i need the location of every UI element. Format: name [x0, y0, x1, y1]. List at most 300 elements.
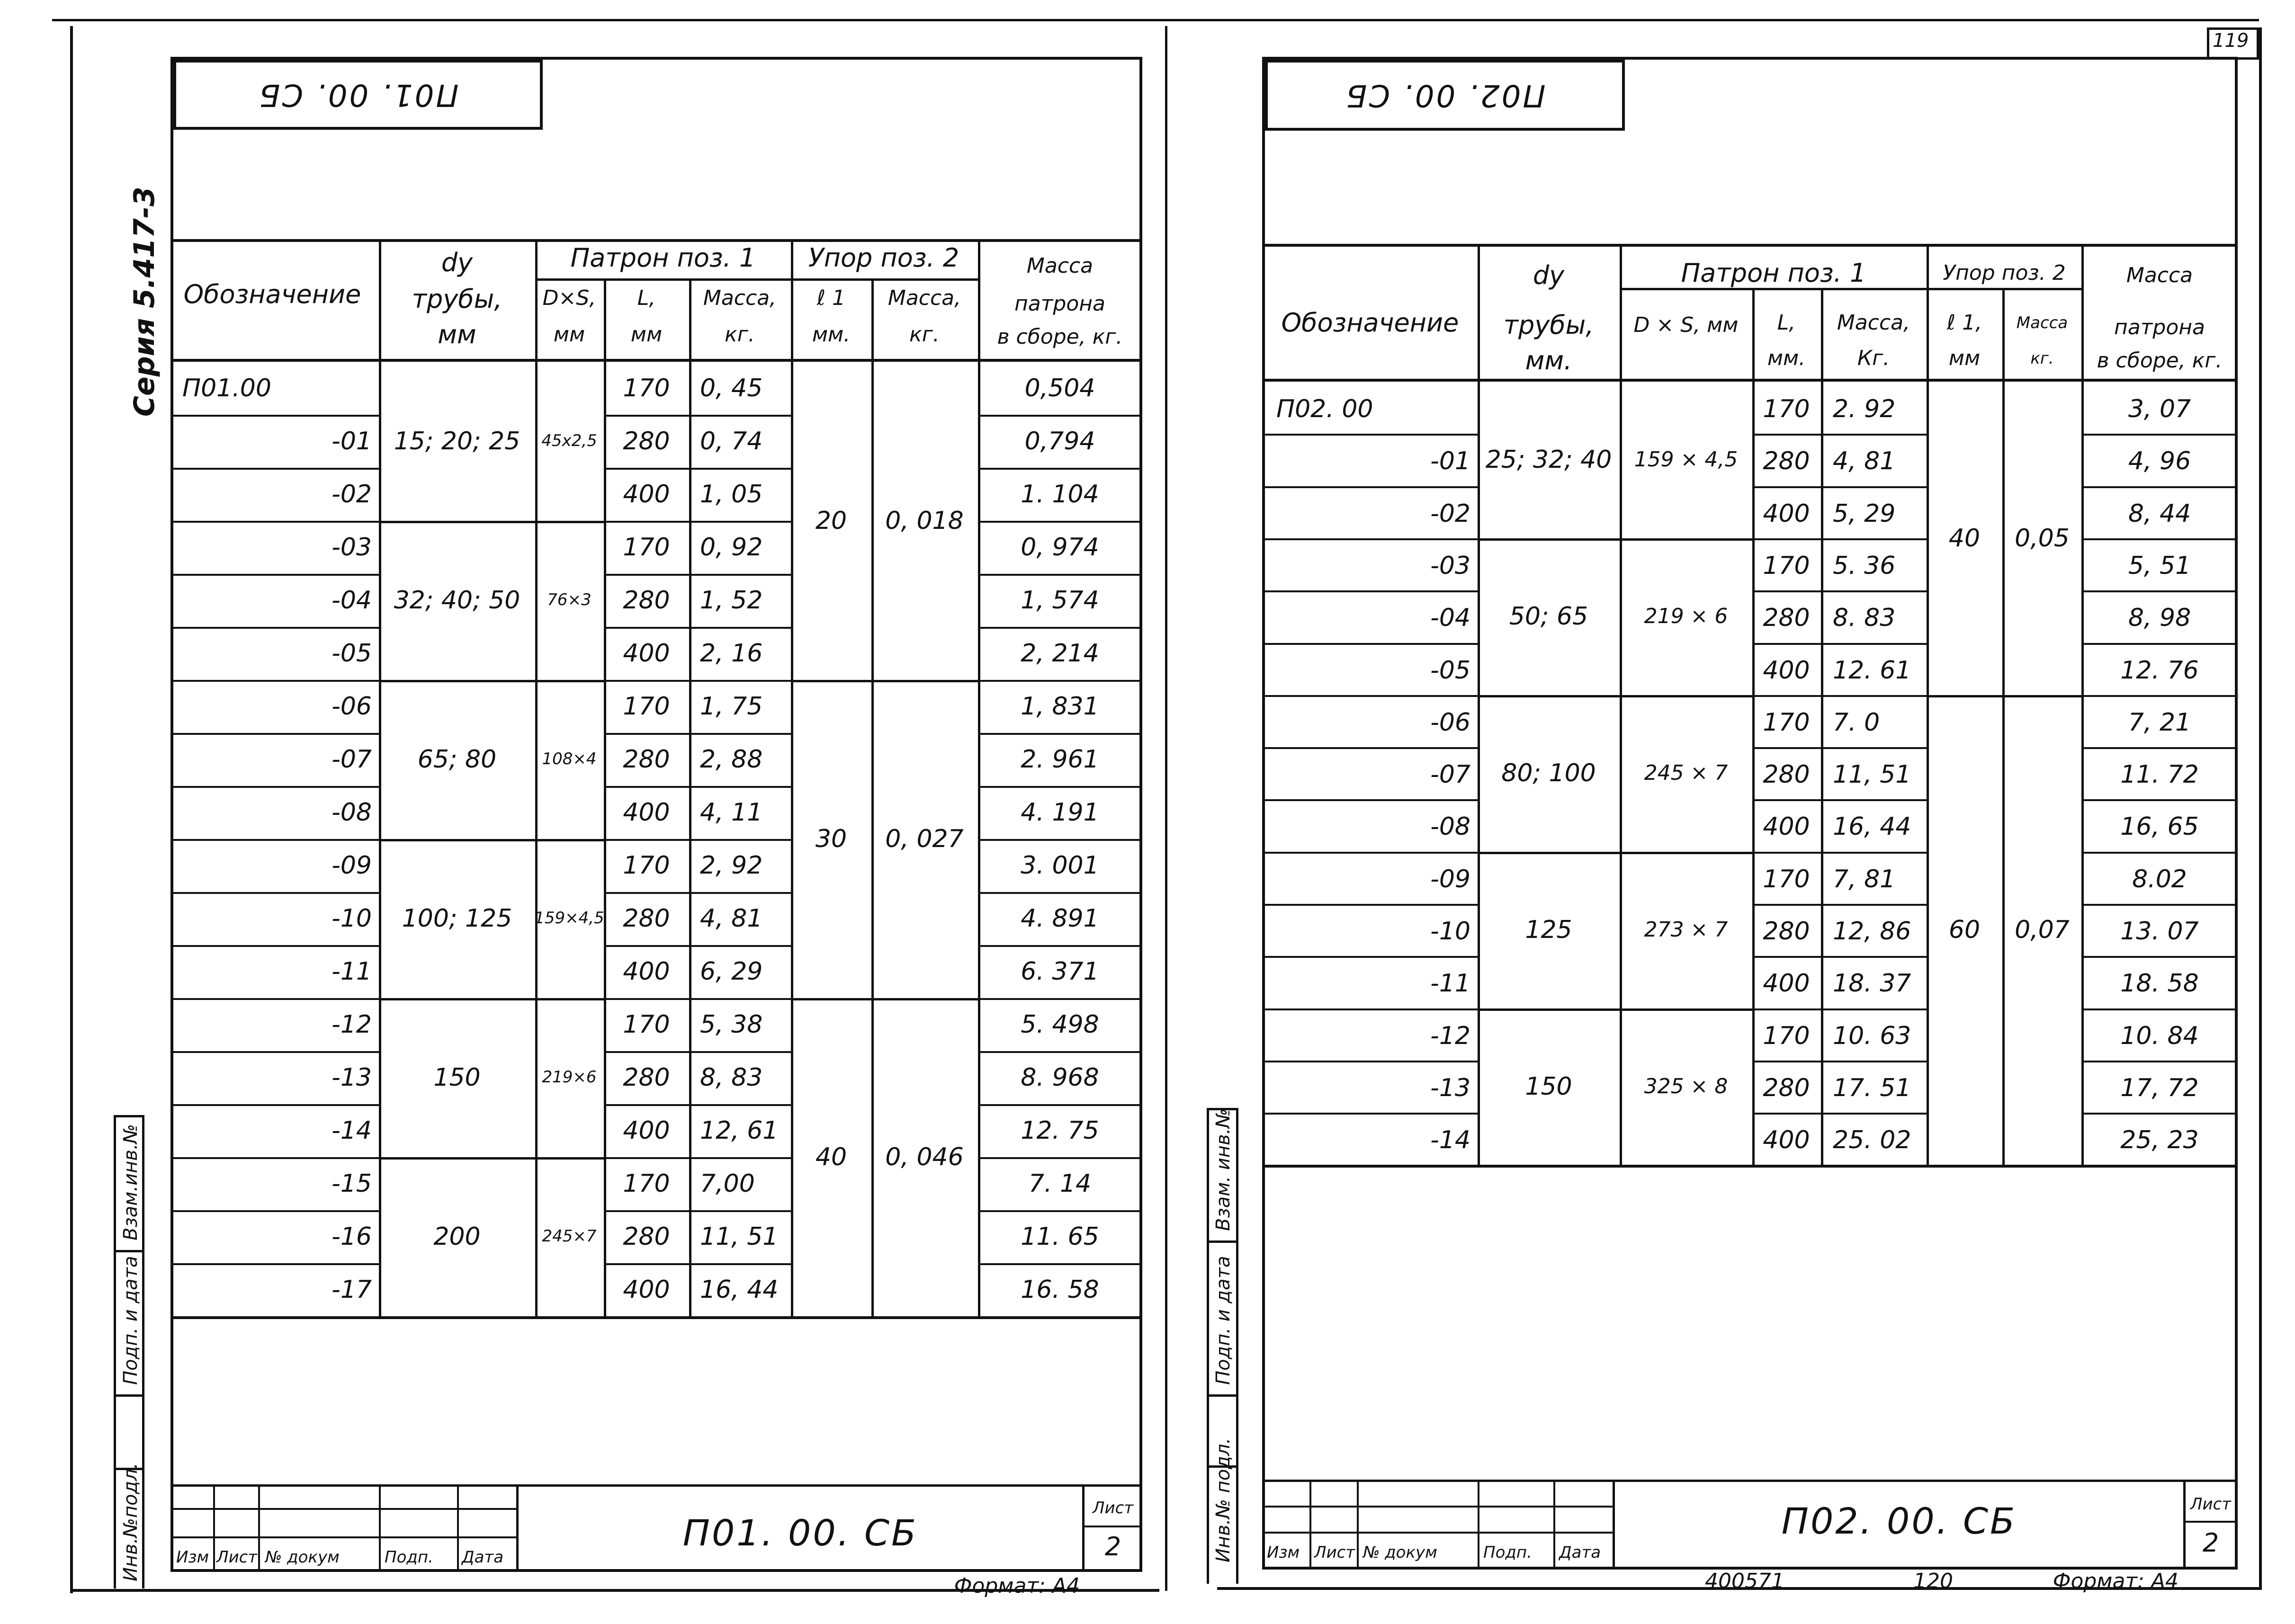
left-row-length: 400 [623, 1276, 670, 1304]
right-group-dy: 25; 32; 40 [1485, 446, 1612, 474]
right-row-line-patron [1752, 799, 1927, 801]
left-row-line-total [978, 1210, 1142, 1212]
left-col-line-6 [871, 279, 874, 1319]
right-upor-l1: 60 [1948, 916, 1981, 944]
right-row-line-total [2081, 799, 2238, 801]
right-row-line-total [2081, 1061, 2238, 1062]
right-tb-ndok: № докум [1363, 1543, 1437, 1562]
left-group-line [379, 1157, 604, 1160]
right-header-l1-2: мм [1948, 346, 1981, 370]
right-row-mass: 8. 83 [1833, 604, 1896, 632]
right-table-bottom [1262, 1165, 2238, 1168]
left-header-patron: Патрон поз. 1 [570, 243, 756, 273]
left-table-top [170, 239, 1142, 242]
left-row-line-total [978, 521, 1142, 523]
right-header-l1: ℓ 1, [1946, 311, 1982, 335]
right-row-line-total [2081, 1008, 2238, 1010]
left-row-length: 280 [623, 586, 670, 615]
left-group-dy: 65; 80 [417, 745, 497, 774]
right-tb-doc-number: П02. 00. СБ [1781, 1500, 2017, 1542]
left-row-length: 280 [623, 904, 670, 933]
right-row-designation: -06 [1430, 708, 1470, 737]
right-row-length: 280 [1763, 1074, 1810, 1102]
right-row-line-patron [1752, 538, 1927, 540]
right-stamp: П02. 00. СБ [1265, 60, 1625, 131]
left-row-total: 1, 831 [1021, 692, 1099, 721]
left-row-line [170, 1104, 379, 1106]
right-side-vzam: Взам. инв.№ [1212, 1108, 1234, 1231]
right-row-line [1262, 904, 1478, 906]
right-group-dy: 150 [1525, 1072, 1572, 1101]
left-row-mass: 2, 16 [700, 639, 763, 668]
right-row-total: 3, 07 [2128, 395, 2191, 423]
left-tb-v1 [213, 1484, 215, 1572]
left-row-line [170, 574, 379, 576]
right-header-dxs: D × S, мм [1633, 313, 1739, 337]
right-row-line-total [2081, 643, 2238, 645]
right-upor-mass: 0,07 [2015, 916, 2070, 944]
left-row-line-patron [604, 998, 791, 1000]
left-header-mass-2: кг. [725, 322, 755, 347]
left-row-line-total [978, 1263, 1142, 1265]
right-row-line [1262, 852, 1478, 854]
left-row-length: 170 [623, 1010, 670, 1039]
right-row-line [1262, 1113, 1478, 1115]
right-tb-row-2 [1262, 1532, 1613, 1534]
left-row-line [170, 627, 379, 629]
left-row-total: 6. 371 [1021, 957, 1099, 986]
right-row-line [1262, 799, 1478, 801]
right-group-dxs: 325 × 8 [1644, 1074, 1728, 1098]
left-row-length: 400 [623, 1116, 670, 1145]
right-tb-inv-number: 400571 [1705, 1569, 1784, 1593]
right-header-dy-3: мм. [1525, 346, 1572, 375]
right-row-line-total [2081, 956, 2238, 958]
left-group-line [379, 998, 604, 1000]
right-row-total: 7, 21 [2128, 708, 2191, 737]
right-header-designation: Обозначение [1281, 308, 1459, 338]
left-row-mass: 2, 92 [700, 851, 763, 880]
left-row-line-patron [604, 1210, 791, 1212]
right-table-top [1262, 244, 2238, 247]
left-row-line-total [978, 1051, 1142, 1053]
left-row-designation: -03 [332, 533, 372, 562]
left-row-line [170, 521, 379, 523]
right-row-line [1262, 590, 1478, 592]
left-outer-frame-left [70, 26, 73, 1593]
left-row-total: 7. 14 [1028, 1169, 1092, 1198]
left-group-dxs: 45x2,5 [541, 431, 597, 450]
left-row-total: 2. 961 [1021, 745, 1099, 774]
left-row-designation: П01.00 [182, 374, 271, 402]
right-row-line-patron [1752, 1008, 1927, 1010]
left-row-line [170, 892, 379, 894]
right-group-dy: 80; 100 [1501, 759, 1596, 787]
right-row-designation: -08 [1430, 812, 1470, 841]
left-row-line-patron [604, 945, 791, 947]
right-row-designation: -07 [1430, 760, 1470, 789]
left-row-length: 280 [623, 427, 670, 455]
right-header-upor-mass: Масса [2016, 313, 2068, 332]
right-row-line [1262, 486, 1478, 488]
right-row-total: 13. 07 [2120, 917, 2199, 946]
left-group-line [379, 839, 604, 841]
left-header-split-patron [535, 278, 791, 281]
left-row-line-patron [604, 574, 791, 576]
left-row-line-patron [604, 733, 791, 735]
left-row-total: 16. 58 [1021, 1276, 1099, 1304]
right-row-mass: 12, 86 [1833, 917, 1911, 946]
left-tb-v2 [258, 1484, 260, 1572]
right-header-l: L, [1777, 311, 1796, 335]
right-header-mass: Масса, [1837, 311, 1910, 335]
right-header-total: Масса [2126, 263, 2193, 287]
left-header-mass: Масса, [703, 286, 777, 310]
left-tb-izm: Изм [176, 1548, 209, 1567]
right-side-div-2 [1207, 1240, 1238, 1243]
right-row-line-patron [1752, 1061, 1927, 1062]
left-upor-mass: 0, 046 [885, 1143, 964, 1171]
right-col-line-7 [2081, 244, 2084, 1167]
right-row-line-patron [1752, 852, 1927, 854]
right-row-line-patron [1752, 434, 1927, 436]
right-row-total: 18. 58 [2120, 969, 2199, 998]
right-row-length: 400 [1763, 656, 1810, 685]
left-row-mass: 7,00 [700, 1169, 755, 1198]
right-upor-l1: 40 [1948, 524, 1981, 553]
right-row-total: 12. 76 [2120, 656, 2199, 685]
right-row-line-total [2081, 904, 2238, 906]
left-row-designation: -12 [332, 1010, 372, 1039]
right-row-line [1262, 538, 1478, 540]
left-row-length: 400 [623, 639, 670, 668]
right-col-line-2 [1620, 244, 1622, 1167]
left-row-designation: -06 [332, 692, 372, 721]
right-col-line-6 [2002, 289, 2005, 1167]
left-row-designation: -13 [332, 1063, 372, 1092]
right-row-line [1262, 956, 1478, 958]
left-row-line-patron [604, 468, 791, 470]
right-side-podp: Подп. и дата [1212, 1256, 1234, 1385]
left-row-designation: -17 [332, 1276, 372, 1304]
left-group-dxs: 108×4 [542, 750, 597, 768]
left-row-line-total [978, 574, 1142, 576]
right-row-line-total [2081, 747, 2238, 749]
right-tb-v1 [1309, 1480, 1311, 1570]
left-row-line [170, 680, 379, 682]
right-row-mass: 17. 51 [1833, 1074, 1911, 1102]
right-row-designation: -04 [1430, 604, 1470, 632]
left-group-dy: 100; 125 [402, 904, 512, 933]
left-upor-l1: 20 [815, 507, 847, 535]
left-table-header-bottom [170, 359, 1142, 362]
left-row-length: 170 [623, 692, 670, 721]
left-row-designation: -11 [332, 957, 372, 986]
left-row-designation: -15 [332, 1169, 372, 1198]
left-row-designation: -10 [332, 904, 372, 933]
right-row-total: 11. 72 [2120, 760, 2199, 789]
left-row-line-patron [604, 839, 791, 841]
left-row-line-total [978, 786, 1142, 788]
left-side-div-3 [114, 1394, 144, 1397]
left-upor-l1: 30 [815, 825, 847, 853]
left-col-line-4 [689, 279, 691, 1319]
right-row-line-patron [1752, 747, 1927, 749]
right-row-line-patron [1752, 590, 1927, 592]
right-row-mass: 12. 61 [1833, 656, 1911, 685]
left-tb-sheet-label: Лист [1092, 1499, 1134, 1517]
left-row-line [170, 998, 379, 1000]
left-header-l-2: мм [630, 322, 663, 347]
left-tb-row-2 [170, 1536, 516, 1538]
left-row-length: 400 [623, 480, 670, 509]
right-row-total: 25, 23 [2120, 1126, 2199, 1154]
right-row-total: 8, 44 [2128, 500, 2191, 528]
right-row-mass: 10. 63 [1833, 1022, 1911, 1050]
right-group-dxs: 245 × 7 [1644, 761, 1728, 785]
left-row-mass: 12, 61 [700, 1116, 779, 1145]
left-row-line-total [978, 415, 1142, 417]
right-side-strip-right [1236, 1108, 1238, 1584]
right-row-line-patron [1752, 1113, 1927, 1115]
left-row-designation: -01 [332, 427, 372, 455]
right-row-line [1262, 695, 1478, 697]
right-row-designation: -12 [1430, 1022, 1470, 1050]
left-header-upor: Упор поз. 2 [808, 243, 959, 273]
left-row-mass: 4, 81 [700, 904, 763, 933]
right-row-length: 280 [1763, 917, 1810, 946]
left-row-total: 0, 974 [1021, 533, 1099, 562]
left-tb-data: Дата [462, 1548, 504, 1567]
left-row-line-patron [604, 521, 791, 523]
right-tb-sheet-number: 2 [2202, 1528, 2219, 1558]
right-upor-line [1927, 695, 2081, 697]
left-tb-sheet-number: 2 [1104, 1532, 1121, 1562]
right-col-line-1 [1478, 244, 1480, 1167]
left-row-total: 4. 891 [1021, 904, 1099, 933]
left-row-line-patron [604, 786, 791, 788]
right-row-length: 170 [1763, 865, 1810, 893]
right-header-total-2: патрона [2114, 315, 2205, 339]
right-group-dy: 125 [1525, 916, 1572, 944]
top-border-line [52, 19, 2259, 21]
left-row-line-total [978, 1157, 1142, 1159]
left-row-line-patron [604, 1157, 791, 1159]
left-row-mass: 1, 75 [700, 692, 763, 721]
left-row-line [170, 786, 379, 788]
left-row-total: 11. 65 [1021, 1222, 1099, 1251]
left-row-line [170, 468, 379, 470]
left-row-length: 280 [623, 1063, 670, 1092]
left-row-total: 1, 574 [1021, 586, 1099, 615]
left-upor-line [791, 680, 978, 682]
left-group-dy: 32; 40; 50 [394, 586, 520, 615]
right-row-total: 17, 72 [2120, 1074, 2199, 1102]
left-row-line [170, 1210, 379, 1212]
left-tb-v3 [379, 1484, 381, 1572]
left-header-total-3: в сборе, кг. [997, 325, 1123, 349]
left-group-dy: 150 [433, 1063, 481, 1092]
left-row-line-total [978, 945, 1142, 947]
right-row-line-total [2081, 1113, 2238, 1115]
left-table-bottom [170, 1316, 1142, 1319]
left-row-mass: 6, 29 [700, 957, 763, 986]
right-row-length: 170 [1763, 708, 1810, 737]
left-row-total: 12. 75 [1021, 1116, 1099, 1145]
right-row-total: 8, 98 [2128, 604, 2191, 632]
left-row-mass: 8, 83 [700, 1063, 763, 1092]
right-tb-data: Дата [1559, 1543, 1601, 1562]
left-row-line [170, 839, 379, 841]
left-header-total-2: патрона [1014, 292, 1105, 316]
right-row-line-patron [1752, 486, 1927, 488]
left-tb-v4 [457, 1484, 459, 1572]
left-row-line-patron [604, 1104, 791, 1106]
left-tb-list: Лист [216, 1548, 258, 1567]
left-row-line-total [978, 892, 1142, 894]
left-tb-format: Формат: А4 [954, 1574, 1080, 1598]
right-row-line [1262, 434, 1478, 436]
left-row-designation: -09 [332, 851, 372, 880]
left-row-line-total [978, 998, 1142, 1000]
right-group-line [1478, 1008, 1752, 1011]
left-row-mass: 1, 05 [700, 480, 763, 509]
left-group-dxs: 219×6 [542, 1068, 597, 1087]
right-row-line-total [2081, 695, 2238, 697]
left-upor-l1: 40 [815, 1143, 847, 1171]
right-row-line-patron [1752, 643, 1927, 645]
left-group-line [379, 521, 604, 523]
right-row-mass: 4, 81 [1833, 447, 1896, 475]
left-row-mass: 5, 38 [700, 1010, 763, 1039]
right-header-upor: Упор поз. 2 [1943, 261, 2066, 285]
right-row-designation: -03 [1430, 552, 1470, 580]
right-row-mass: 5. 36 [1833, 552, 1896, 580]
right-row-length: 170 [1763, 552, 1810, 580]
left-group-dy: 200 [433, 1222, 481, 1251]
left-row-mass: 1, 52 [700, 586, 763, 615]
right-col-line-5 [1927, 244, 1929, 1167]
left-row-line-patron [604, 415, 791, 417]
left-row-line [170, 733, 379, 735]
left-side-div-1 [114, 1115, 144, 1117]
right-group-dxs: 219 × 6 [1644, 604, 1728, 628]
right-row-designation: П02. 00 [1276, 395, 1373, 423]
right-tb-v3 [1478, 1480, 1479, 1570]
left-row-length: 170 [623, 374, 670, 402]
left-side-inv: Инв.№подл. [120, 1463, 142, 1581]
left-header-upor-mass: Масса, [888, 286, 961, 310]
left-row-mass: 11, 51 [700, 1222, 779, 1251]
left-header-dxs: D×S, [542, 286, 596, 310]
left-row-line [170, 1157, 379, 1159]
right-row-mass: 16, 44 [1833, 812, 1911, 841]
right-side-inv: Инв.№ подл. [1212, 1437, 1234, 1562]
left-row-length: 170 [623, 533, 670, 562]
left-header-l1-2: мм. [812, 322, 851, 347]
left-row-line-total [978, 680, 1142, 682]
right-row-designation: -14 [1430, 1126, 1470, 1154]
left-row-line [170, 1263, 379, 1265]
left-col-line-5 [791, 239, 793, 1319]
left-row-total: 4. 191 [1021, 798, 1099, 827]
left-row-line [170, 415, 379, 417]
right-group-dxs: 159 × 4,5 [1634, 447, 1738, 472]
left-header-dy-3: мм [438, 320, 476, 349]
right-row-length: 280 [1763, 604, 1810, 632]
left-series-label: Серия 5.417-3 [128, 187, 161, 417]
left-row-line-patron [604, 627, 791, 629]
right-header-dy-2: трубы, [1503, 310, 1594, 340]
right-group-dxs: 273 × 7 [1644, 918, 1728, 942]
right-row-mass: 18. 37 [1833, 969, 1911, 998]
right-row-total: 16, 65 [2120, 812, 2199, 841]
right-row-line [1262, 1061, 1478, 1062]
left-tb-podp: Подп. [385, 1548, 433, 1567]
left-row-total: 8. 968 [1021, 1063, 1099, 1092]
left-row-line [170, 945, 379, 947]
left-row-line-total [978, 627, 1142, 629]
left-row-mass: 4, 11 [700, 798, 763, 827]
right-row-line-total [2081, 590, 2238, 592]
right-header-upor-mass-2: кг. [2030, 349, 2054, 368]
right-row-designation: -10 [1430, 917, 1470, 946]
left-side-strip-right [142, 1115, 144, 1588]
left-row-designation: -14 [332, 1116, 372, 1145]
left-group-dxs: 76×3 [547, 590, 592, 609]
left-row-line-total [978, 733, 1142, 735]
left-row-length: 400 [623, 798, 670, 827]
left-row-length: 280 [623, 745, 670, 774]
right-tb-v6 [2183, 1480, 2186, 1570]
left-side-podp: Подп. и дата [120, 1256, 142, 1385]
left-group-line [379, 680, 604, 682]
left-stamp: П01. 00. СБ [173, 60, 543, 130]
right-header-split-upor [1927, 288, 2081, 290]
right-row-designation: -13 [1430, 1074, 1470, 1102]
left-tb-doc-number: П01. 00. СБ [682, 1512, 918, 1554]
right-row-line-patron [1752, 956, 1927, 958]
left-group-dxs: 245×7 [542, 1227, 597, 1246]
right-group-line [1478, 852, 1752, 854]
right-header-patron: Патрон поз. 1 [1681, 258, 1866, 288]
left-row-designation: -16 [332, 1222, 372, 1251]
right-row-length: 170 [1763, 395, 1810, 423]
right-tb-list: Лист [1314, 1543, 1355, 1562]
left-row-mass: 16, 44 [700, 1276, 779, 1304]
right-row-length: 400 [1763, 969, 1810, 998]
left-col-line-3 [604, 279, 606, 1319]
left-row-designation: -05 [332, 639, 372, 668]
left-header-total: Масса [1026, 254, 1094, 278]
right-row-length: 280 [1763, 447, 1810, 475]
right-tb-izm: Изм [1267, 1543, 1300, 1562]
right-row-total: 4, 96 [2128, 447, 2191, 475]
right-row-line-patron [1752, 904, 1927, 906]
right-row-length: 170 [1763, 1022, 1810, 1050]
left-row-line-total [978, 1104, 1142, 1106]
right-row-line [1262, 643, 1478, 645]
right-row-line-patron [1752, 695, 1927, 697]
right-header-l-2: мм. [1767, 346, 1806, 370]
left-tb-v6 [1082, 1484, 1085, 1572]
right-row-line [1262, 747, 1478, 749]
right-tb-top [1262, 1480, 2238, 1482]
left-row-total: 5. 498 [1021, 1010, 1099, 1039]
right-col-line-3 [1752, 289, 1755, 1167]
right-tb-v2 [1357, 1480, 1359, 1570]
right-group-line [1478, 538, 1752, 541]
